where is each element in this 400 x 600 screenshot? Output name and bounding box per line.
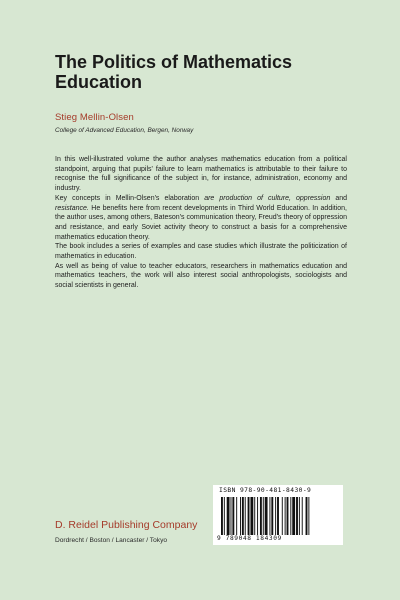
barcode-bar	[290, 497, 291, 535]
book-description	[55, 155, 347, 291]
barcode-bar	[269, 497, 270, 535]
barcode-bar	[257, 497, 258, 535]
barcode-bar	[287, 497, 289, 535]
barcode-bar	[254, 497, 255, 535]
barcode-bar	[236, 497, 237, 535]
barcode-bar	[277, 497, 279, 535]
publisher-locations: Dordrecht / Boston / Lancaster / Tokyo	[55, 537, 168, 544]
isbn-number: ISBN 978-90-481-8430-9	[219, 487, 312, 494]
description-paragraph-2: Key concepts in Mellin-Olsen's elaboration are production of culture, oppression and resistance. He benefits here from recent developments in Third World Education. In addition, the author uses, among others, Bateson's communication theory, Freud's theory of oppression and resistance, and early Soviet activity theory to construct a basis for a comprehensive mathematics education theory.	[55, 194, 348, 241]
barcode-bar	[282, 497, 283, 535]
barcode-bar	[221, 497, 223, 535]
barcode-bar	[308, 497, 309, 535]
book-title: The Politics of Mathematics Education	[55, 52, 293, 92]
barcode-bar	[292, 497, 295, 535]
description-paragraph-3: The book includes a series of examples and case studies which illustrate the politicization of mathematics in education.	[55, 243, 347, 261]
barcode-bar	[306, 497, 308, 535]
barcode-label	[213, 485, 343, 545]
barcode-bar	[271, 497, 273, 535]
ean-number: 9 789048 184309	[217, 535, 282, 542]
author-name: Stieg Mellin-Olsen	[55, 112, 134, 123]
barcode-bar	[302, 497, 303, 535]
description-paragraph-1: In this well-illustrated volume the author analyses mathematics education from a political standpoint, arguing that pupils' failure to learn mathematics is attributable to their failure to recognise the full significance of the subject in, for instance, administration, economy and industry.	[55, 156, 347, 193]
barcode-bar	[260, 497, 262, 535]
barcode-bar	[232, 497, 234, 535]
author-affiliation: College of Advanced Education, Bergen, Norway	[55, 127, 194, 134]
barcode-bar	[250, 497, 253, 535]
barcode-bar	[263, 497, 264, 535]
barcode-bars	[221, 497, 335, 535]
barcode-bar	[245, 497, 246, 535]
barcode-bar	[224, 497, 225, 535]
barcode-bar	[275, 497, 276, 535]
barcode-bar	[265, 497, 268, 535]
barcode-bar	[296, 497, 298, 535]
barcode-bar	[231, 497, 232, 535]
barcode-bar	[299, 497, 300, 535]
description-paragraph-4: As well as being of value to teacher educators, researchers in mathematics education and mathematics teachers, the work will also interest social anthropologists, sociologists and social scientists in general.	[55, 262, 347, 290]
barcode-bar	[285, 497, 286, 535]
barcode-bar	[248, 497, 250, 535]
barcode-bar	[242, 497, 244, 535]
publisher-name: D. Reidel Publishing Company	[55, 519, 198, 531]
barcode-bar	[240, 497, 241, 535]
barcode-bar	[227, 497, 230, 535]
